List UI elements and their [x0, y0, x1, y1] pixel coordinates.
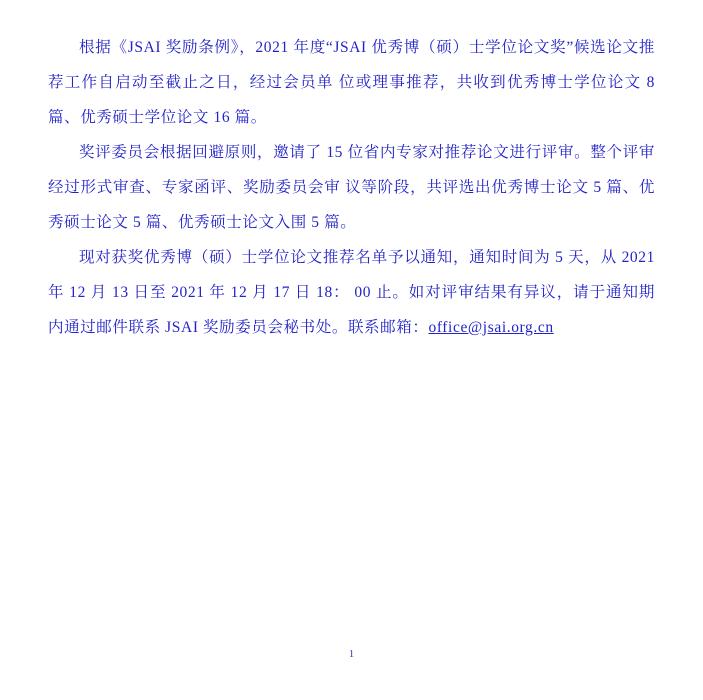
document-body	[48, 30, 655, 345]
contact-email-link[interactable]: office@jsai.org.cn	[428, 319, 554, 336]
paragraph-2: 奖评委员会根据回避原则，邀请了 15 位省内专家对推荐论文进行评审。整个评审经过形式审查、专家函评、奖励委员会审 议等阶段，共评选出优秀博士论文 5 篇、优秀硕士论文 5 篇、优秀硕士论文入围 5 篇。	[48, 144, 655, 231]
paragraph-3-text: 现对获奖优秀博（硕）士学位论文推荐名单予以通知，通知时间为 5 天，从 2021 年 12 月 13 日至 2021 年 12 月 17 日 18： 00 止。如对评审结果有异议，请于通知期内通过邮件联系 JSAI 奖励委员会秘书处。联系邮箱：	[48, 249, 655, 336]
page-number: 1	[348, 648, 355, 660]
paragraph-3	[48, 240, 655, 345]
paragraph-1: 根据《JSAI 奖励条例》，2021 年度“JSAI 优秀博（硕）士学位论文奖”候选论文推荐工作自启动至截止之日，经过会员单 位或理事推荐，共收到优秀博士学位论文 8 篇、优秀硕士学位论文 16 篇。	[48, 39, 655, 126]
